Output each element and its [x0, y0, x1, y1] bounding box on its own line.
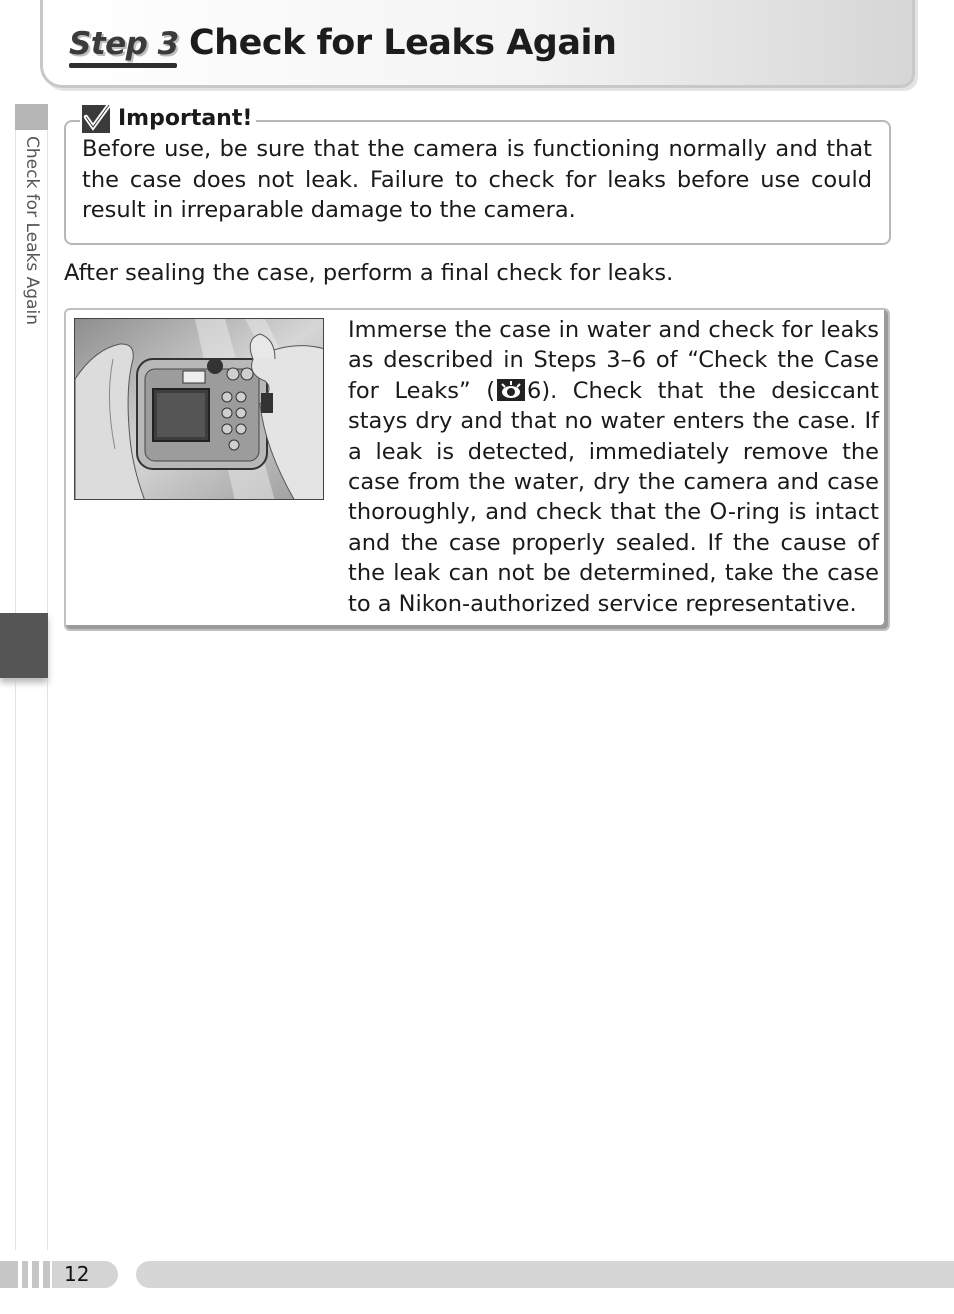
checkmark-icon — [82, 103, 112, 133]
side-tab-label: Check for Leaks Again — [22, 136, 42, 325]
camera-in-case-illustration — [74, 318, 324, 500]
page-title: Check for Leaks Again — [189, 23, 617, 63]
side-tab-top-marker — [15, 104, 48, 130]
procedure-text-after-ref: ). Check that the desiccant stays dry and that no water enters the case. If a leak is detected, immediately remove the case from the water, dry the camera and case thoroughly, and check that the O-ring is intact and the case properly sealed. If the cause of the leak can not be determined, take the case to a Nikon-authorized service representative. — [348, 377, 879, 617]
intro-paragraph: After sealing the case, perform a final check for leaks. — [64, 260, 674, 286]
step-label: Step 3 — [69, 26, 179, 62]
important-note-text: Before use, be sure that the camera is functioning normally and that the case does not leak. Failure to check for leaks before use could result in irreparable damage to the camera. — [82, 136, 872, 223]
page-reference-icon — [495, 378, 527, 402]
procedure-ref-page: 6 — [527, 377, 542, 404]
page-number: 12 — [64, 1262, 90, 1286]
important-note-heading — [80, 102, 256, 134]
procedure-text-before-ref: Immerse the case in water and check for leaks as described in Steps 3–6 of “Check the Case for Leaks” ( — [348, 317, 879, 404]
side-tab-section-marker — [0, 613, 48, 678]
procedure-text — [348, 315, 879, 619]
footer-bars — [0, 1261, 50, 1288]
footer-rule — [136, 1261, 954, 1288]
step-underline — [69, 63, 177, 68]
important-label: Important! — [118, 105, 253, 131]
page-header — [40, 0, 915, 88]
